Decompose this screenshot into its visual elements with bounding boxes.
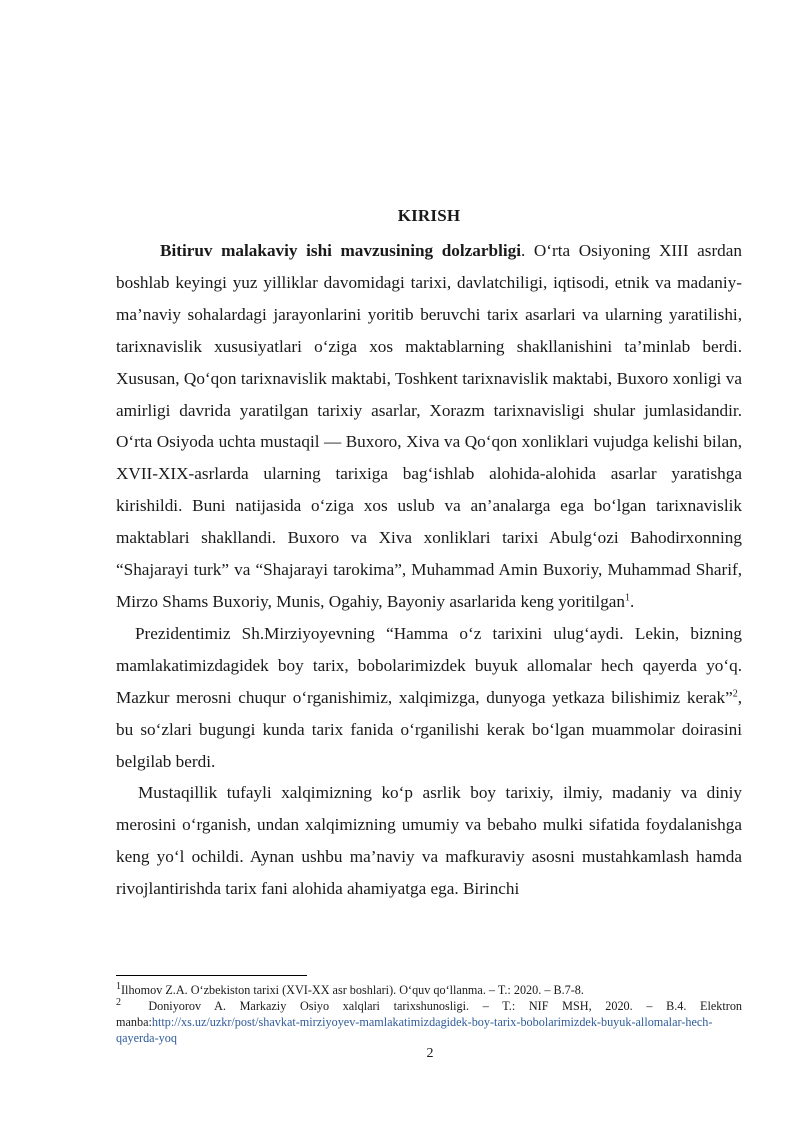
- footnote-text: Doniyorov A. Markaziy Osiyo xalqlari tarixshunosligi. – T.: NIF MSH, 2020. – B.4. Elektron manba:: [116, 999, 743, 1029]
- paragraph-end: .: [630, 591, 635, 611]
- footnote-number: 1: [116, 980, 121, 992]
- footnote-reference[interactable]: 2: [732, 687, 738, 699]
- paragraph-text: Mustaqillik tufayli xalqimizning ko‘p asrlik boy tarixiy, ilmiy, madaniy va diniy merosini o‘rganish, undan xalqimizning umumiy va bebaho mulki sifatida foydalanishga keng yo‘l ochildi. Aynan ushbu ma’naviy va mafkuraviy asosni mustahkamlash hamda rivojlantirishda tarix fani alohida ahamiyatga ega. Birinchi: [116, 783, 742, 899]
- paragraph-president-quote: [116, 618, 742, 778]
- footnote-separator: [116, 975, 307, 976]
- footnote-source-link[interactable]: http://xs.uz/uzkr/post/shavkat-mirziyoyev-mamlakatimizdagidek-boy-tarix-bobolarimizdek-buyuk-allomalar-hech-qayerda-yoq: [116, 1015, 713, 1045]
- paragraph-relevance: [116, 235, 742, 618]
- footnotes: [116, 982, 742, 1046]
- paragraph-end: , bu so‘zlari bugungi kunda tarix fanida o‘rganilishi kerak bo‘lgan muammolar doirasini belgilab berdi.: [116, 687, 742, 771]
- paragraph-text: . O‘rta Osiyoning XIII asrdan boshlab keyingi yuz yilliklar davomidagi tarixi, davlatchiligi, iqtisodi, etnik va madaniy-ma’naviy sohalardagi jarayonlarini yoritib beruvchi tarix asarlari va ularning yaratilishi, tarixnavislik xususiyatlari o‘ziga xos maktablarning shakllanishini ta’minlab berdi. Xususan, Qo‘qon tarixnavislik maktabi, Toshkent tarixnavislik maktabi, Buxoro xonligi va amirligi davrida yaratilgan tarixiy asarlar, Xorazm tarixnavisligi shular jumlasidandir. O‘rta Osiyoda uchta mustaqil — Buxoro, Xiva va Qo‘qon xonliklari vujudga kelishi bilan, XVII-XIX-asrlarda ularning tarixiga bag‘ishlab alohida-alohida asarlar yaratishga kirishildi. Buni natijasida o‘ziga xos uslub va an’analarga ega bo‘lgan tarixnavislik maktablari shakllandi. Buxoro va Xiva xonliklari tarixi Abulg‘ozi Bahodirxonning “Shajarayi turk” va “Shajarayi tarokima”, Muhammad Amin Buxoriy, Muhammad Sharif, Mirzo Shams Buxoriy, Munis, Ogahiy, Bayoniy asarlarida keng yoritilgan: [116, 241, 742, 611]
- page-number: 2: [426, 1046, 434, 1061]
- paragraph-text: Prezidentimiz Sh.Mirziyoyevning “Hamma o‘z tarixini ulug‘aydi. Lekin, bizning mamlakatimizdagidek boy tarix, bobolarimizdek buyuk allomalar hech qayerda yo‘q. Mazkur merosni chuqur o‘rganishimiz, xalqimizga, dunyoga yetkaza bilishimiz kerak”: [116, 623, 742, 707]
- footnote-reference[interactable]: 1: [625, 592, 631, 604]
- footnote-number: 2: [116, 996, 121, 1008]
- footnote-1: [116, 982, 742, 998]
- body-text: [116, 235, 742, 905]
- footnote-text: Ilhomov Z.A. O‘zbekiston tarixi (XVI-XX asr boshlari). O‘quv qo‘llanma. – T.: 2020. – B.7-8.: [121, 983, 584, 997]
- paragraph-independence: [116, 777, 742, 905]
- footnote-2: [116, 998, 742, 1046]
- section-title: KIRISH: [397, 206, 461, 225]
- paragraph-bold-lead: Bitiruv malakaviy ishi mavzusining dolzarbligi: [160, 241, 521, 260]
